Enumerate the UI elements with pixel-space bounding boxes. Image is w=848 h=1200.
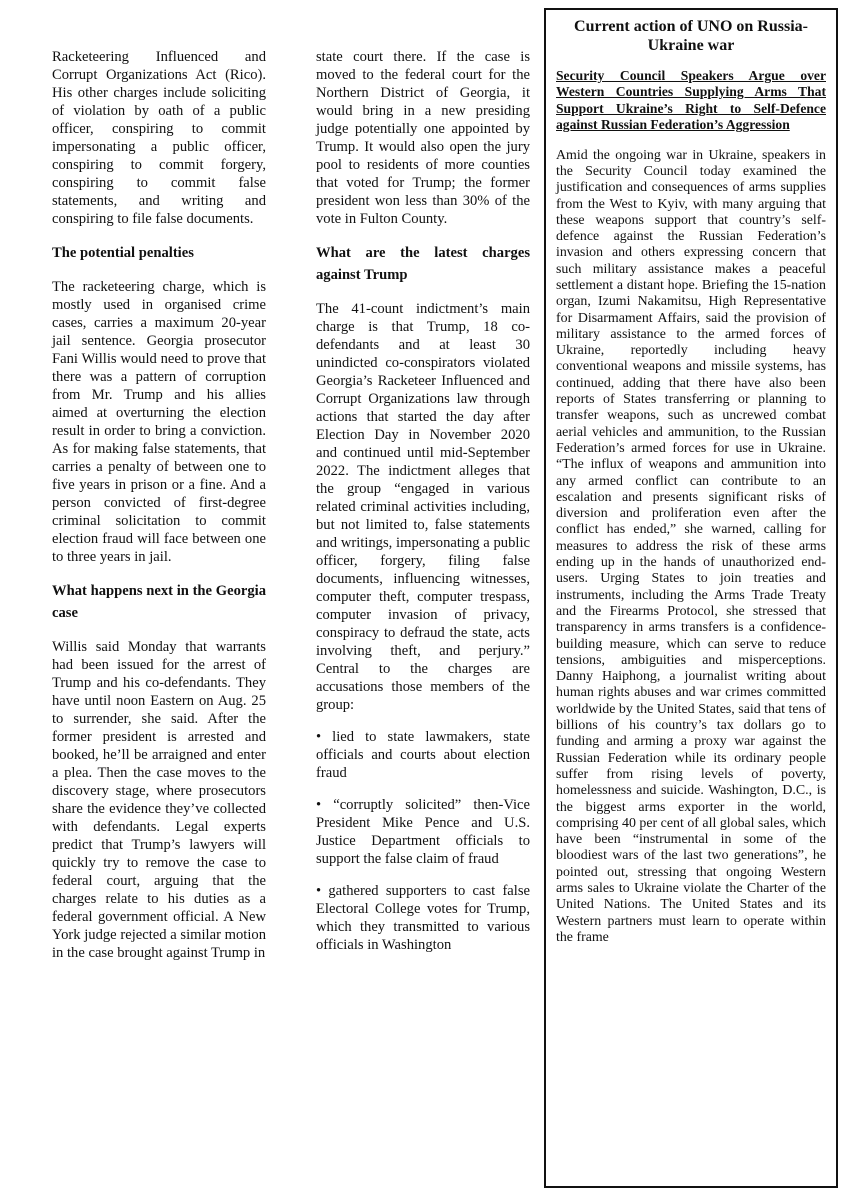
uno-sidebar-box <box>544 8 838 1188</box>
potential-penalties-heading: The potential penalties <box>52 245 194 261</box>
rico-charges-paragraph: Racketeering Influenced and Corrupt Organizations Act (Rico). His other charges include soliciting of violation by oath of a public officer, conspiring to commit impersonating a public officer, conspiring to commit forgery, conspiring to commit false statements, and writing and conspiring to file false documents. <box>52 49 266 227</box>
federal-court-paragraph: state court there. If the case is moved to the federal court for the Northern District of Georgia, it would bring in a new presiding judge potentially one appointed by Trump. It would also open the jury pool to residents of more counties that voted for Trump; the former president won less than 30% of the vote in Fulton County. <box>316 49 530 227</box>
column-2 <box>316 48 530 954</box>
bullet-item-solicited: • “corruptly solicited” then-Vice President Mike Pence and U.S. Justice Department officials to support the false claim of fraud <box>316 797 530 867</box>
sidebar-subheading: Security Council Speakers Argue over Western Countries Supplying Arms That Support Ukraine’s Right to Self-Defence against Russian Federation’s Aggression <box>556 68 826 133</box>
penalties-paragraph: The racketeering charge, which is mostly used in organised crime cases, carries a maximum 20-year jail sentence. Georgia prosecutor Fani Willis would need to prove that there was a pattern of corruption from Mr. Trump and his allies aimed at overturning the election result in order to bring a conviction. As for making false statements, that carries a penalty of between one to five years in prison or a fine. And a person convicted of first-degree criminal solicitation to commit election fraud will face between one to three years in jail. <box>52 279 266 565</box>
latest-charges-heading: What are the latest charges against Trump <box>316 245 530 283</box>
indictment-paragraph: The 41-count indictment’s main charge is that Trump, 18 co-defendants and at least 30 unindicted co-conspirators violated Georgia’s Racketeer Influenced and Corrupt Organizations law through actions that started the day after Election Day in November 2020 and continued until mid-September 2022. The indictment alleges that the group “engaged in various related criminal activities including, but not limited to, false statements and writings, impersonating a public officer, forgery, filing false documents, influencing witnesses, computer theft, computer trespass, computer invasion of privacy, conspiracy to defraud the state, acts involving theft, and perjury.” Central to the charges are accusations those members of the group: <box>316 301 530 713</box>
column-1 <box>52 48 266 962</box>
bullet-item-lied: • lied to state lawmakers, state officials and courts about election fraud <box>316 729 530 781</box>
sidebar-body-text: Amid the ongoing war in Ukraine, speakers in the Security Council today examined the justification and consequences of arms supplies from the West to Kyiv, with many arguing that these weapons support that country’s self-defence against the Russian Federation’s invasion and others expressing concern that such military assistance makes a peaceful settlement a distant hope. Briefing the 15-nation organ, Izumi Nakamitsu, High Representative for Disarmament Affairs, said the provision of military assistance to the armed forces of Ukraine, reportedly including heavy conventional weapons and missile systems, has continued, adding that there have also been reports of States transferring or planning to transfer weapons, such as uncrewed combat aerial vehicles and ammunition, to the Russian Federation’s armed forces for use in Ukraine. “The influx of weapons and ammunition into any armed conflict can contribute to an escalation and presents significant risks of diversion and proliferation even after the conflict has ended,” she warned, calling for measures to address the risk of these arms ending up in the hands of unauthorized end-users. Urging States to join treaties and instruments, including the Arms Trade Treaty and the Firearms Protocol, she stressed that transparency in arms transfers is a confidence-building measure, which can serve to reduce tensions, ambiguities and misperceptions. Danny Haiphong, a journalist writing about human rights abuses and war crimes committed worldwide by the United States, said that tens of billions of his country’s tax dollars go to funding and arming a proxy war against the Russian Federation while its ordinary people suffer from rising levels of poverty, homelessness and suicide. Washington, D.C., is the biggest arms exporter in the world, comprising 40 per cent of all global sales, which have been “instrumental in some of the bloodiest wars of the last two generations”, he pointed out, stressing that ongoing Western arms sales to Ukraine violate the Charter of the United Nations. The United States and its Western partners must learn to operate within the frame <box>556 147 826 945</box>
sidebar-title: Current action of UNO on Russia-Ukraine war <box>574 18 808 54</box>
what-happens-next-paragraph: Willis said Monday that warrants had been issued for the arrest of Trump and his co-defendants. They have until noon Eastern on Aug. 25 to surrender, she said. After the former president is arrested and booked, he’ll be arraigned and enter a plea. Then the case moves to the discovery stage, where prosecutors share the evidence they’ve collected with defendants. Legal experts predict that Trump’s lawyers will quickly try to remove the case to federal court, arguing that the charges relate to his duties as a federal government official. A New York judge rejected a similar motion in the case brought against Trump in <box>52 639 266 961</box>
what-happens-next-heading: What happens next in the Georgia case <box>52 583 266 621</box>
bullet-item-electors: • gathered supporters to cast false Electoral College votes for Trump, which they transmitted to various officials in Washington <box>316 883 530 953</box>
